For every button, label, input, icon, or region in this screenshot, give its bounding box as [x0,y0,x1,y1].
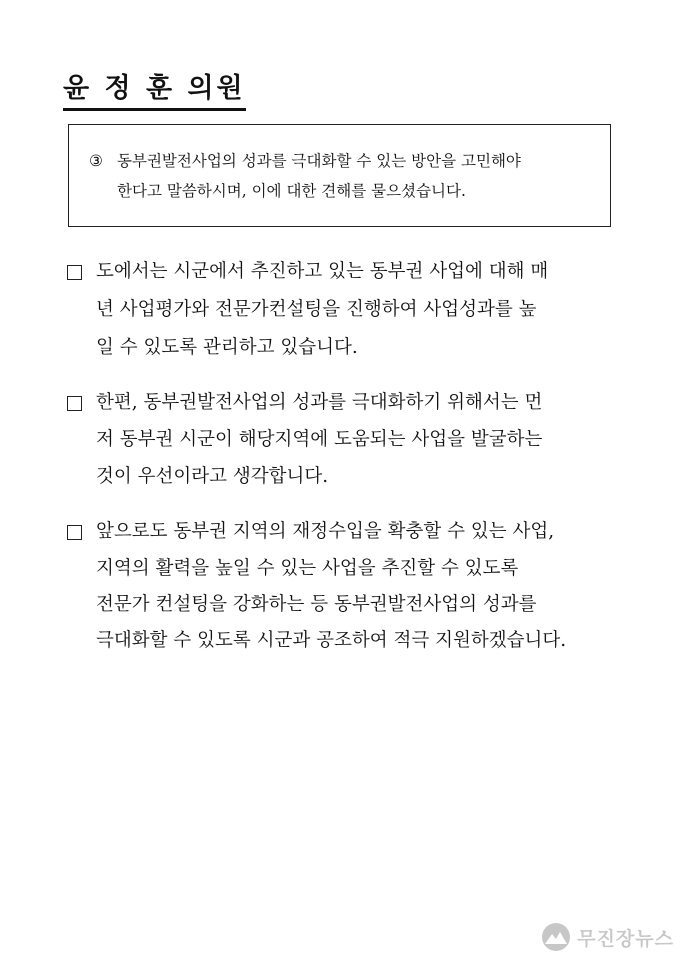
watermark-text: 무진장뉴스 [577,927,674,950]
answer-3-line-1: 앞으로도 동부권 지역의 재정수입을 확충할 수 있는 사업, [96,521,555,542]
watermark [541,920,674,954]
answer-1-line-3: 일 수 있도록 관리하고 있습니다. [96,337,358,358]
checkbox-icon [67,265,82,280]
speaker-heading: 윤 정 훈 의원 [63,72,246,111]
checkbox-icon [67,525,82,540]
question-box [68,124,611,227]
question-number: ③ [89,152,103,170]
question-text-line-2: 한다고 말씀하시며, 이에 대한 견해를 물으셨습니다. [117,182,466,200]
question-text-line-1: 동부권발전사업의 성과를 극대화할 수 있는 방안을 고민해야 [117,152,521,170]
mountain-logo-icon [541,922,571,952]
answer-1-line-2: 년 사업평가와 전문가컨설팅을 진행하여 사업성과를 높 [96,299,537,320]
answer-2-line-3: 것이 우선이라고 생각합니다. [96,466,329,487]
answer-3-line-4: 극대화할 수 있도록 시군과 공조하여 적극 지원하겠습니다. [96,630,567,651]
answer-1-line-1: 도에서는 시군에서 추진하고 있는 동부권 사업에 대해 매 [96,261,549,282]
answer-2-line-1: 한편, 동부권발전사업의 성과를 극대화하기 위해서는 먼 [96,392,543,413]
checkbox-icon [67,396,82,411]
answer-3-line-2: 지역의 활력을 높일 수 있는 사업을 추진할 수 있도록 [96,558,519,579]
answer-3-line-3: 전문가 컨설팅을 강화하는 등 동부권발전사업의 성과를 [96,594,537,615]
answer-2-line-2: 저 동부권 시군이 해당지역에 도움되는 사업을 발굴하는 [96,429,543,450]
